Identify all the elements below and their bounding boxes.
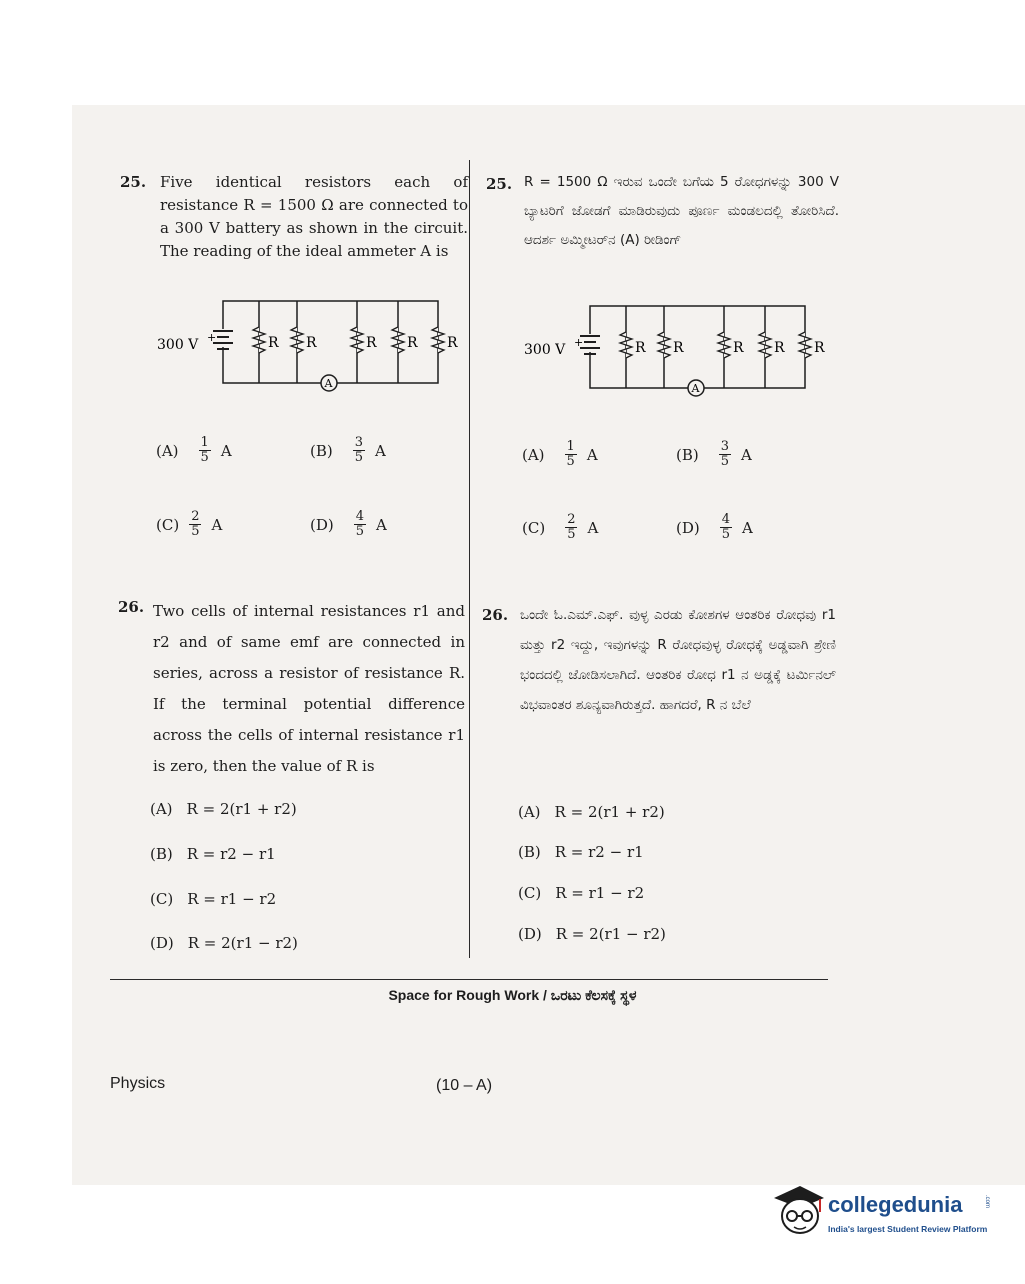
right-q25-number: 25.	[486, 175, 513, 193]
battery-label: 300 V	[524, 342, 566, 358]
resistor-label: R	[447, 335, 458, 351]
left-q26-text: Two cells of internal resistances r1 and r2 and of same emf are connected in series, across a resistor of resistance R. If the terminal potential difference across the cells of internal resistance r1 is zero, then the value of R is	[153, 602, 465, 775]
resistor-zigzag	[253, 327, 265, 353]
resistor-zigzag	[291, 327, 303, 353]
left-q25-option-d[interactable]: (D) $\frac{4}{5}$ A	[310, 509, 387, 539]
resistor-label: R	[635, 340, 646, 356]
resistor-label: R	[774, 340, 785, 356]
battery-label: 300 V	[157, 337, 199, 353]
resistor-label: R	[673, 340, 684, 356]
left-q26-option-a[interactable]: (A) R = 2(r1 + r2)	[150, 800, 297, 818]
right-q26-option-b[interactable]: (B) R = r2 − r1	[518, 843, 644, 861]
left-q26-option-c[interactable]: (C) R = r1 − r2	[150, 890, 277, 908]
resistor-label: R	[268, 335, 279, 351]
right-q25-option-d[interactable]: (D) $\frac{4}{5}$ A	[676, 512, 753, 542]
resistor-label: R	[733, 340, 744, 356]
resistor-label: R	[814, 340, 825, 356]
rough-work-label: Space for Rough Work / ಒರಟು ಕೆಲಸಕ್ಕೆ ಸ್ಥಳ	[388, 987, 637, 1003]
brand-tagline: India's largest Student Review Platform	[828, 1224, 988, 1234]
right-q25-text: R = 1500 Ω ಇರುವ ಒಂದೇ ಬಗೆಯ 5 ರೋಧಗಳನ್ನು 300 V ಬ್ಯಾಟರಿಗೆ ಜೋಡಗೆ ಮಾಡಿರುವುದು ಪೂರ್ಣ ಮಂಡಲದಲ್ಲಿ ತೋರಿಸಿದೆ. ಆದರ್ಶ ಅಮ್ಮೀಟರ್‌ನ (A) ರೀಡಿಂಗ್	[524, 174, 839, 248]
right-circuit-diagram	[522, 300, 842, 410]
left-circuit-diagram	[155, 295, 475, 405]
page-number: (10 – A)	[436, 1077, 493, 1094]
left-q25-option-b[interactable]: (B) $\frac{3}{5}$ A	[310, 435, 386, 465]
resistor-label: R	[366, 335, 377, 351]
resistor-label: R	[407, 335, 418, 351]
right-q26-number: 26.	[482, 606, 509, 624]
right-q26-option-d[interactable]: (D) R = 2(r1 − r2)	[518, 925, 666, 943]
resistor-label: R	[306, 335, 317, 351]
battery-plus: +	[207, 331, 217, 344]
brand-name: collegedunia	[828, 1192, 963, 1217]
student-mascot-icon	[770, 1180, 826, 1240]
left-q26-number: 26.	[118, 598, 145, 616]
resistor-zigzag	[351, 327, 363, 353]
right-q26-option-c[interactable]: (C) R = r1 − r2	[518, 884, 645, 902]
left-q26-option-b[interactable]: (B) R = r2 − r1	[150, 845, 276, 863]
right-q26-option-a[interactable]: (A) R = 2(r1 + r2)	[518, 803, 665, 821]
brand-suffix: .com	[984, 1195, 990, 1209]
collegedunia-logo[interactable]	[770, 1180, 1000, 1240]
left-q25-option-a[interactable]: (A) $\frac{1}{5}$ A	[156, 435, 232, 465]
left-q26-option-d[interactable]: (D) R = 2(r1 − r2)	[150, 934, 298, 952]
right-q25-option-c[interactable]: (C) $\frac{2}{5}$ A	[522, 512, 599, 542]
left-q25-number: 25.	[120, 173, 147, 191]
resistor-zigzag	[432, 327, 444, 353]
rough-work-divider	[110, 979, 828, 980]
ammeter-label: A	[324, 377, 333, 390]
ammeter-label: A	[691, 382, 700, 395]
right-q25-option-a[interactable]: (A) $\frac{1}{5}$ A	[522, 439, 598, 469]
battery-plus: +	[574, 336, 584, 349]
right-q26-text: ಒಂದೇ ಓ.ಎಮ್.ಎಫ್. ವುಳ್ಳ ಎರಡು ಕೋಶಗಳ ಆಂತರಿಕ ರೋಧವು r1 ಮತ್ತು r2 ಇದ್ದು, ಇವುಗಳನ್ನು R ರೋಧವುಳ್ಳ ರೋಧಕ್ಕೆ ಅಡ್ಡವಾಗಿ ಶ್ರೇಣಿ ಭಂದದಲ್ಲಿ ಜೋಡಿಸಲಾಗಿದೆ. ಆಂತರಿಕ ರೋಧ r1 ನ ಅಡ್ಡಕ್ಕೆ ಟರ್ಮಿನಲ್ ವಿಭವಾಂತರ ಶೂನ್ಯವಾಗಿರುತ್ತದೆ. ಹಾಗದರೆ, R ನ ಬೆಲೆ	[520, 607, 836, 713]
resistor-zigzag	[392, 327, 404, 353]
right-q25-option-b[interactable]: (B) $\frac{3}{5}$ A	[676, 439, 752, 469]
left-q25-text: Five identical resistors each of resistance R = 1500 Ω are connected to a 300 V battery as shown in the circuit. The reading of the ideal ammeter A is	[160, 173, 468, 260]
column-divider	[469, 160, 470, 958]
subject-label: Physics	[110, 1075, 166, 1092]
left-q25-option-c[interactable]: (C) $\frac{2}{5}$ A	[156, 509, 223, 539]
